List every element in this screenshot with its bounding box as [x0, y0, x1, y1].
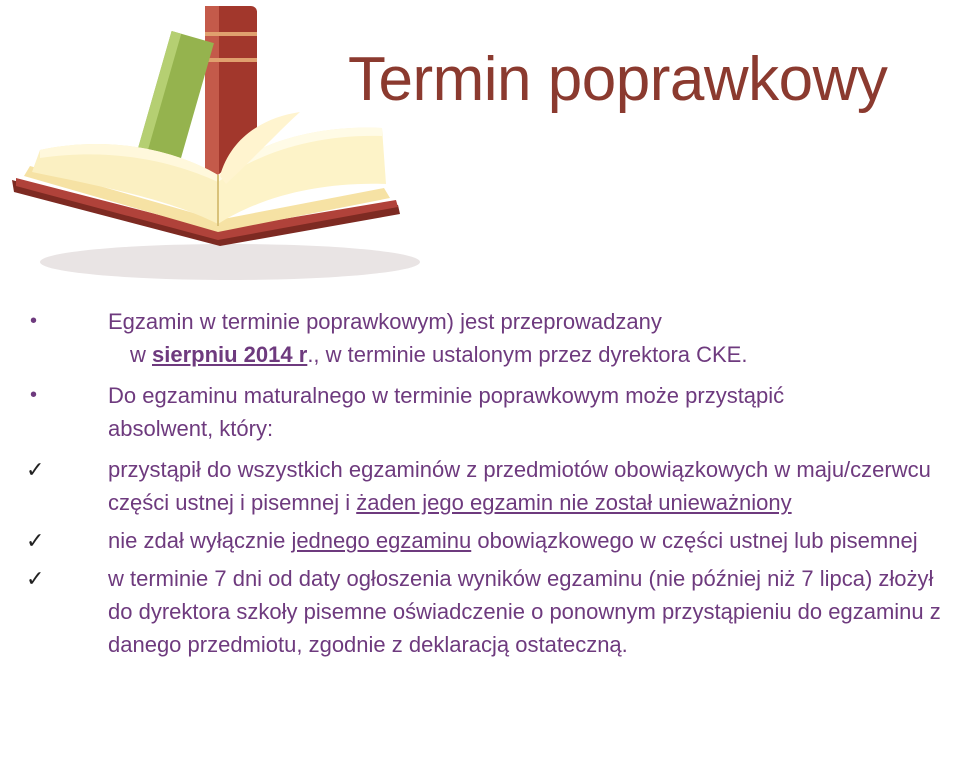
check-1-text — [108, 453, 955, 519]
bullet-1-suffix: ., w terminie ustalonym przez dyrektora CKE. — [307, 342, 748, 367]
date-highlight: sierpniu 2014 r — [152, 342, 308, 367]
page-title: Termin poprawkowy — [348, 45, 888, 114]
check-3-text: w terminie 7 dni od daty ogłoszenia wyników egzaminu (nie później niż 7 lipca) złożył do dyrektora szkoły pisemne oświadczenie o ponownym przystąpieniu do egzaminu z danego przedmiotu, zgodnie z deklaracją ostateczną. — [108, 566, 941, 657]
bullet-1-prefix: w — [130, 342, 152, 367]
bullet-dot-icon: • — [30, 310, 38, 332]
bullet-2-text: Do egzaminu maturalnego w terminie poprawkowym może przystąpić absolwent, który: — [108, 383, 785, 441]
bullet-1-line-2 — [130, 338, 959, 371]
check-1-prefix: przystąpił do wszystkich egzaminów z przedmiotów obowiązkowych w maju/czerwcu części ustnej i pisemnej i — [108, 457, 931, 515]
bullet-1-line-1: Egzamin w terminie poprawkowym) jest przeprowadzany — [108, 309, 662, 334]
bullet-item-1 — [0, 305, 959, 371]
content-body — [0, 305, 959, 661]
bullet-item-2 — [0, 379, 959, 445]
checkmark-icon: ✓ — [26, 457, 45, 482]
check-1-underlined: żaden jego egzamin nie został unieważniony — [356, 490, 792, 515]
check-item-3 — [0, 562, 959, 661]
bullet-dot-icon: • — [30, 384, 38, 406]
check-item-1 — [0, 453, 959, 519]
check-2-prefix: nie zdał wyłącznie — [108, 528, 292, 553]
check-2-suffix: obowiązkowego w części ustnej lub pisemnej — [471, 528, 918, 553]
check-item-2 — [0, 524, 959, 557]
check-2-text — [108, 524, 955, 557]
checkmark-icon: ✓ — [26, 528, 45, 553]
check-2-underlined: jednego egzaminu — [291, 528, 472, 553]
checkmark-icon: ✓ — [26, 566, 45, 591]
